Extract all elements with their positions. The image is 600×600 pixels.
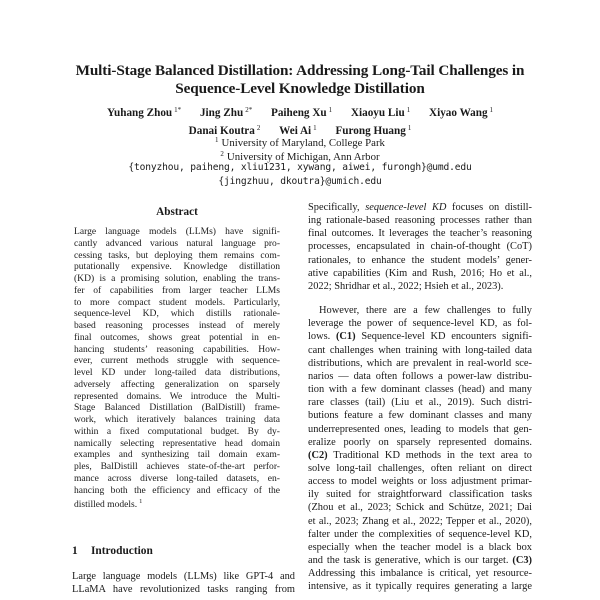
abstract-line: within a fixed computational budget. By dy- bbox=[74, 425, 280, 437]
affiliation-1: $^1$ University of Maryland, College Park bbox=[215, 136, 385, 149]
abstract-line: hancing both the efficiency and efficacy of the bbox=[74, 484, 280, 496]
abstract-line: fer of capabilities from larger teacher LLMs bbox=[74, 284, 280, 296]
abstract-line: hancing students’ reasoning capabilities. How- bbox=[74, 343, 280, 355]
section-number: 1 bbox=[72, 545, 78, 557]
abstract-body bbox=[74, 226, 280, 511]
author: Xiaoyu Liu $^1$ bbox=[350, 106, 411, 119]
body-line: Addressing this imbalance is critical, yet resource- bbox=[308, 568, 532, 580]
abstract-line: ever, current methods struggle with sequence- bbox=[74, 355, 280, 367]
title-line-2: Sequence-Level Knowledge Distillation bbox=[175, 79, 425, 97]
body-line: final outcomes. It leverages the teacher’s reasoning bbox=[308, 228, 532, 240]
body-line: rare classes (tail) (Liu et al., 2019). Such distri- bbox=[308, 397, 532, 409]
abstract-line: to more compact student models. Particularly, bbox=[74, 296, 280, 308]
body-line: tion with a few dominant classes (head) and many bbox=[308, 384, 532, 396]
body-line: ing rationale-based reasoning processes rather than bbox=[308, 215, 532, 227]
body-line: processes, encapsulated in chain-of-thought (CoT) bbox=[308, 241, 532, 253]
body-line: ative capabilities (Kim and Rush, 2016; Ho et al., bbox=[308, 267, 532, 279]
body-line: distributions, which are prevalent in real-world sce- bbox=[308, 357, 532, 369]
body-line: intensive, as it typically requires generating a large bbox=[308, 581, 532, 593]
body-line: ily suited for straightforward classification tasks bbox=[308, 489, 532, 501]
abstract-line: final outcomes, shows great potential in en- bbox=[74, 331, 280, 343]
footnote-mark[interactable]: 1 bbox=[139, 498, 143, 506]
intro-line: LLaMA have revolutionized tasks ranging from bbox=[72, 584, 295, 596]
author: Furong Huang $^1$ bbox=[335, 124, 412, 137]
body-line: falter under the complexities of sequence-level KD, bbox=[308, 528, 532, 540]
introduction-body bbox=[72, 570, 295, 596]
body-line: especially when the teacher model is a black box bbox=[308, 541, 532, 553]
abstract-line: Stage Balanced Distillation (BalDistill) frame- bbox=[74, 402, 280, 414]
author-row-1 bbox=[40, 103, 560, 121]
body-line: underrepresented ones, leading to models that gen- bbox=[308, 423, 532, 435]
body-line: solve long-tail challenges, often reliant on direct bbox=[308, 462, 532, 474]
abstract-line: (KD) is a promising solution, enabling the trans- bbox=[74, 273, 280, 284]
abstract-line: sequence-level KD, which distills rationale- bbox=[74, 308, 280, 320]
abstract-line: cantly advanced various natural language pro- bbox=[74, 237, 280, 249]
author: Jing Zhu $^{2*}$ bbox=[199, 106, 253, 119]
abstract-line: based reasoning processes instead of merely bbox=[74, 320, 280, 331]
abstract-line: putationally expensive. Knowledge distillation bbox=[74, 261, 280, 273]
author: Xiyao Wang $^1$ bbox=[429, 106, 494, 119]
abstract-line: mance across diverse long-tailed datasets, en- bbox=[74, 472, 280, 484]
abstract-heading: Abstract bbox=[156, 206, 198, 218]
body-line: leverage the power of sequence-level KD, as fol- bbox=[308, 318, 532, 330]
body-line: (Zhou et al., 2023; Schick and Schütze, 2021; Dai bbox=[308, 502, 532, 514]
section-heading-introduction bbox=[72, 545, 153, 557]
body-line: Specifically, sequence-level KD focuses on distill- bbox=[308, 202, 532, 213]
author: Danai Koutra $^2$ bbox=[188, 124, 261, 137]
affiliation-2: $^2$ University of Michigan, Ann Arbor bbox=[220, 150, 380, 163]
body-line: rationales, to enhance the student models’ gener- bbox=[308, 254, 532, 266]
body-line: and the task is generative, which is our target. (C3) bbox=[308, 555, 532, 567]
body-line: However, there are a few challenges to fully bbox=[319, 305, 532, 317]
abstract-line: level KD under long-tailed data distributions, bbox=[74, 367, 280, 378]
email-umd: {tonyzhou, paiheng, xliu1231, xywang, aiwei, furongh}@umd.edu bbox=[128, 162, 472, 173]
author: Paiheng Xu $^1$ bbox=[270, 106, 333, 119]
body-line: narios — data often follows a power-law distribu- bbox=[308, 370, 532, 382]
abstract-line-last: distilled models. $^1$ bbox=[74, 498, 143, 511]
abstract-line: namically selecting representative head domain bbox=[74, 437, 280, 449]
abstract-line: ples, BalDistill achieves state-of-the-art perfor- bbox=[74, 461, 280, 472]
abstract-line: examples and synthesizing tail domain exam- bbox=[74, 449, 280, 461]
email-umich: {jingzhuu, dkoutra}@umich.edu bbox=[218, 176, 382, 187]
body-line: butions feature a few dominant classes and many bbox=[308, 410, 532, 422]
abstract-line: adversely affecting generalization on sparsely bbox=[74, 378, 280, 390]
section-title: Introduction bbox=[91, 545, 153, 557]
body-line: 2022; Shridhar et al., 2022; Hsieh et al., 2023). bbox=[308, 280, 504, 292]
intro-line: Large language models (LLMs) like GPT-4 and bbox=[72, 571, 295, 582]
body-line: access to model weights or loss adjustment primar- bbox=[308, 476, 532, 488]
body-line: lows. (C1) Sequence-level KD encounters signifi- bbox=[308, 331, 532, 343]
paragraph-gap bbox=[308, 293, 532, 304]
paper-title bbox=[40, 62, 560, 97]
abstract-line: Large language models (LLMs) have signifi- bbox=[74, 226, 280, 237]
body-line: cant challenges when training with long-tailed data bbox=[308, 344, 532, 356]
right-column-body bbox=[308, 201, 532, 594]
title-line-1: Multi-Stage Balanced Distillation: Addressing Long-Tail Challenges in bbox=[75, 62, 525, 79]
author: Yuhang Zhou $^{1*}$ bbox=[106, 106, 182, 119]
abstract-line: cessing tasks, but deploying them remains com- bbox=[74, 249, 280, 261]
abstract-line: work, which iteratively balances training data bbox=[74, 414, 280, 425]
body-line: (C2) Traditional KD methods in the text area to bbox=[308, 449, 532, 461]
abstract-line: represented domains. We introduce the Multi- bbox=[74, 390, 280, 402]
body-line: et al., 2023; Zhang et al., 2022; Tepper et al., 2020), bbox=[308, 515, 532, 527]
body-line: eralize poorly on sparsely represented domains. bbox=[308, 436, 532, 448]
author: Wei Ai $^1$ bbox=[279, 124, 317, 137]
